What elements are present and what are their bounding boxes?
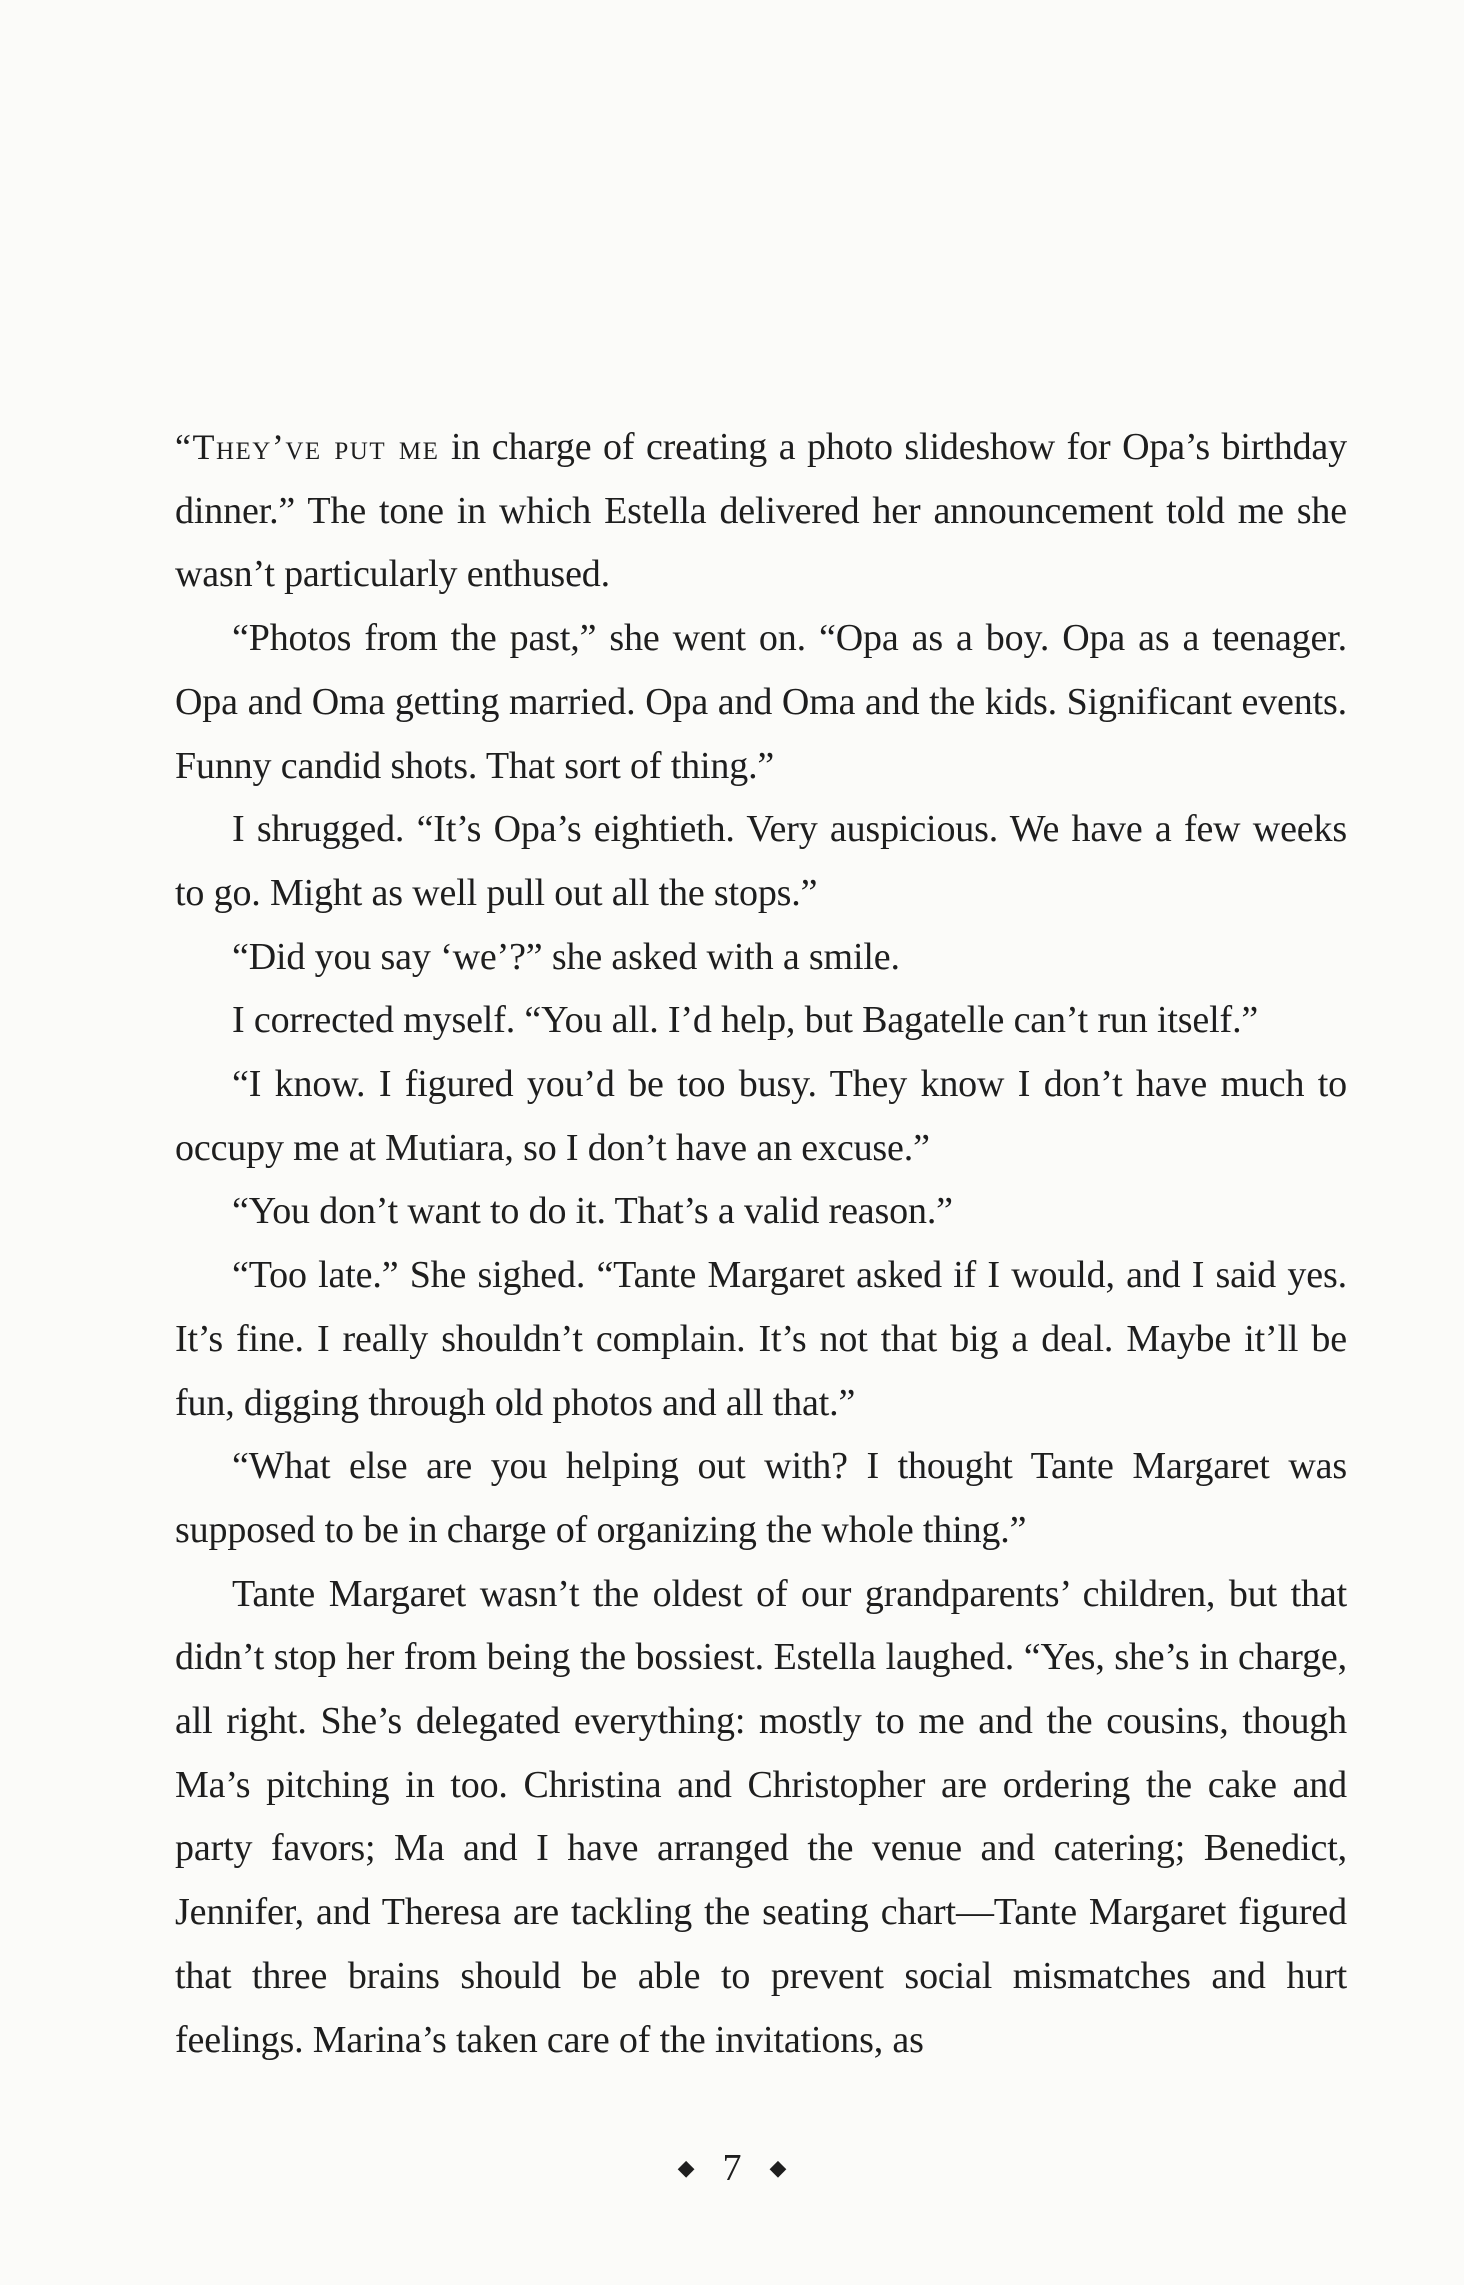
paragraph: “Photos from the past,” she went on. “Opa as a boy. Opa as a teenager. Opa and Oma getting married. Opa and Oma and the kids. Significant events. Funny candid shots. That sort of thing.” bbox=[175, 617, 1347, 787]
paragraph: “I know. I figured you’d be too busy. They know I don’t have much to occupy me at Mutiara, so I don’t have an excuse.” bbox=[175, 1063, 1347, 1169]
paragraph: I shrugged. “It’s Opa’s eightieth. Very auspicious. We have a few weeks to go. Might as well pull out all the stops.” bbox=[175, 808, 1347, 914]
diamond-ornament-right-icon: ◆ bbox=[769, 2155, 787, 2181]
opening-smallcaps: “They’ve put me bbox=[175, 427, 440, 467]
paragraph: “You don’t want to do it. That’s a valid reason.” bbox=[232, 1190, 953, 1233]
paragraph: Tante Margaret wasn’t the oldest of our grandparents’ children, but that didn’t stop her from being the bossiest. Estella laughed. “Yes, she’s in charge, all right. She’s delegated everything: mostly to me and the cousins, though Ma’s pitching in too. Christina and Christopher are ordering the cake and party favors; Ma and I have arranged the venue and catering; Benedict, Jennifer, and Theresa are tackling the seating chart—Tante Margaret figured that three brains should be able to prevent social mismatches and hurt feelings. Marina’s taken care of the invitations, as bbox=[175, 1572, 1347, 2061]
diamond-ornament-left-icon: ◆ bbox=[677, 2155, 695, 2181]
body-text bbox=[175, 416, 1347, 2072]
page-folio bbox=[0, 2138, 1464, 2201]
paragraph: I corrected myself. “You all. I’d help, but Bagatelle can’t run itself.” bbox=[232, 999, 1259, 1042]
paragraph: “Did you say ‘we’?” she asked with a smile. bbox=[232, 935, 900, 978]
opening-text: in charge of creating a photo slideshow for Opa’s birthday dinner.” The tone in which Estella delivered her announcement told me she wasn’t particularly enthused. bbox=[175, 426, 1347, 596]
paragraph: “What else are you helping out with? I thought Tante Margaret was supposed to be in charge of organizing the whole thing.” bbox=[175, 1445, 1347, 1551]
paragraph: “Too late.” She sighed. “Tante Margaret asked if I would, and I said yes. It’s fine. I really shouldn’t complain. It’s not that big a deal. Maybe it’ll be fun, digging through old photos and all that.” bbox=[175, 1254, 1347, 1424]
page-number: 7 bbox=[722, 2147, 742, 2189]
opening-paragraph bbox=[175, 416, 1347, 607]
